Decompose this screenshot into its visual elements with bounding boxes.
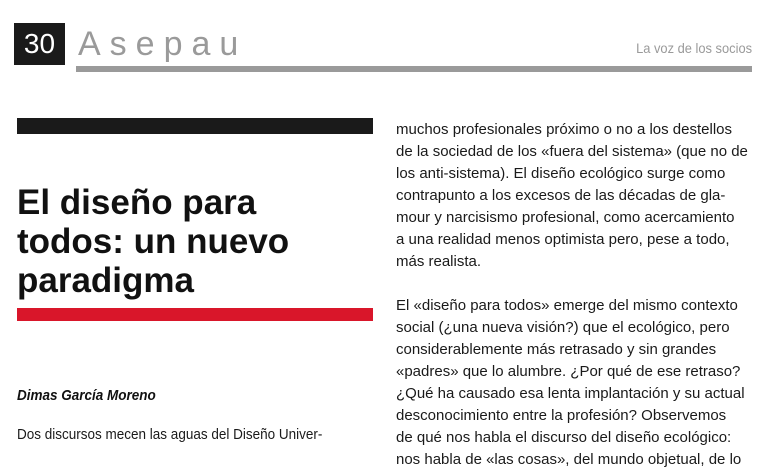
section-name: La voz de los socios xyxy=(636,40,752,56)
paragraph-gap xyxy=(396,273,756,295)
text-line: de qué nos habla el discurso del diseño ecológico: xyxy=(396,429,732,446)
article-title xyxy=(17,183,377,300)
title-red-bar xyxy=(17,308,373,321)
text-line: considerablemente más retrasado y sin grandes xyxy=(396,341,717,358)
text-line: ¿Qué ha causado esa lenta implantación y su actual xyxy=(396,385,745,402)
text-line: de la sociedad de los «fuera del sistema» (que no de xyxy=(396,143,748,160)
title-top-bar xyxy=(17,118,373,134)
text-line: desconocimiento entre la profesión? Observemos xyxy=(396,407,727,424)
page-number: 30 xyxy=(14,23,65,65)
text-line: muchos profesionales próximo o no a los destellos xyxy=(396,121,733,138)
title-line: todos: un nuevo xyxy=(17,222,290,261)
paragraph-1 xyxy=(396,119,756,273)
header-rule xyxy=(76,66,752,72)
text-line: los anti-sistema). El diseño ecológico surge como xyxy=(396,165,726,182)
text-line: mour y narcisismo profesional, como acercamiento xyxy=(396,209,735,226)
paragraph-2 xyxy=(396,295,756,471)
title-line: El diseño para xyxy=(17,183,257,222)
left-column-text: Dos discursos mecen las aguas del Diseño Univer- xyxy=(17,426,323,443)
title-line: paradigma xyxy=(17,261,194,300)
author-name: Dimas García Moreno xyxy=(17,387,156,404)
text-line: social (¿una nueva visión?) que el ecológico, pero xyxy=(396,319,730,336)
text-line: a una realidad menos optimista pero, pese a todo, xyxy=(396,231,730,248)
right-column xyxy=(396,119,756,471)
text-line: El «diseño para todos» emerge del mismo contexto xyxy=(396,297,738,314)
text-line: más realista. xyxy=(396,253,482,270)
text-line: nos habla de «las cosas», del mundo objetual, de lo xyxy=(396,451,742,468)
text-line: «padres» que lo alumbre. ¿Por qué de ese retraso? xyxy=(396,363,741,380)
running-title: Asepau xyxy=(78,25,248,63)
text-line: contrapunto a los excesos de las décadas de gla- xyxy=(396,187,726,204)
